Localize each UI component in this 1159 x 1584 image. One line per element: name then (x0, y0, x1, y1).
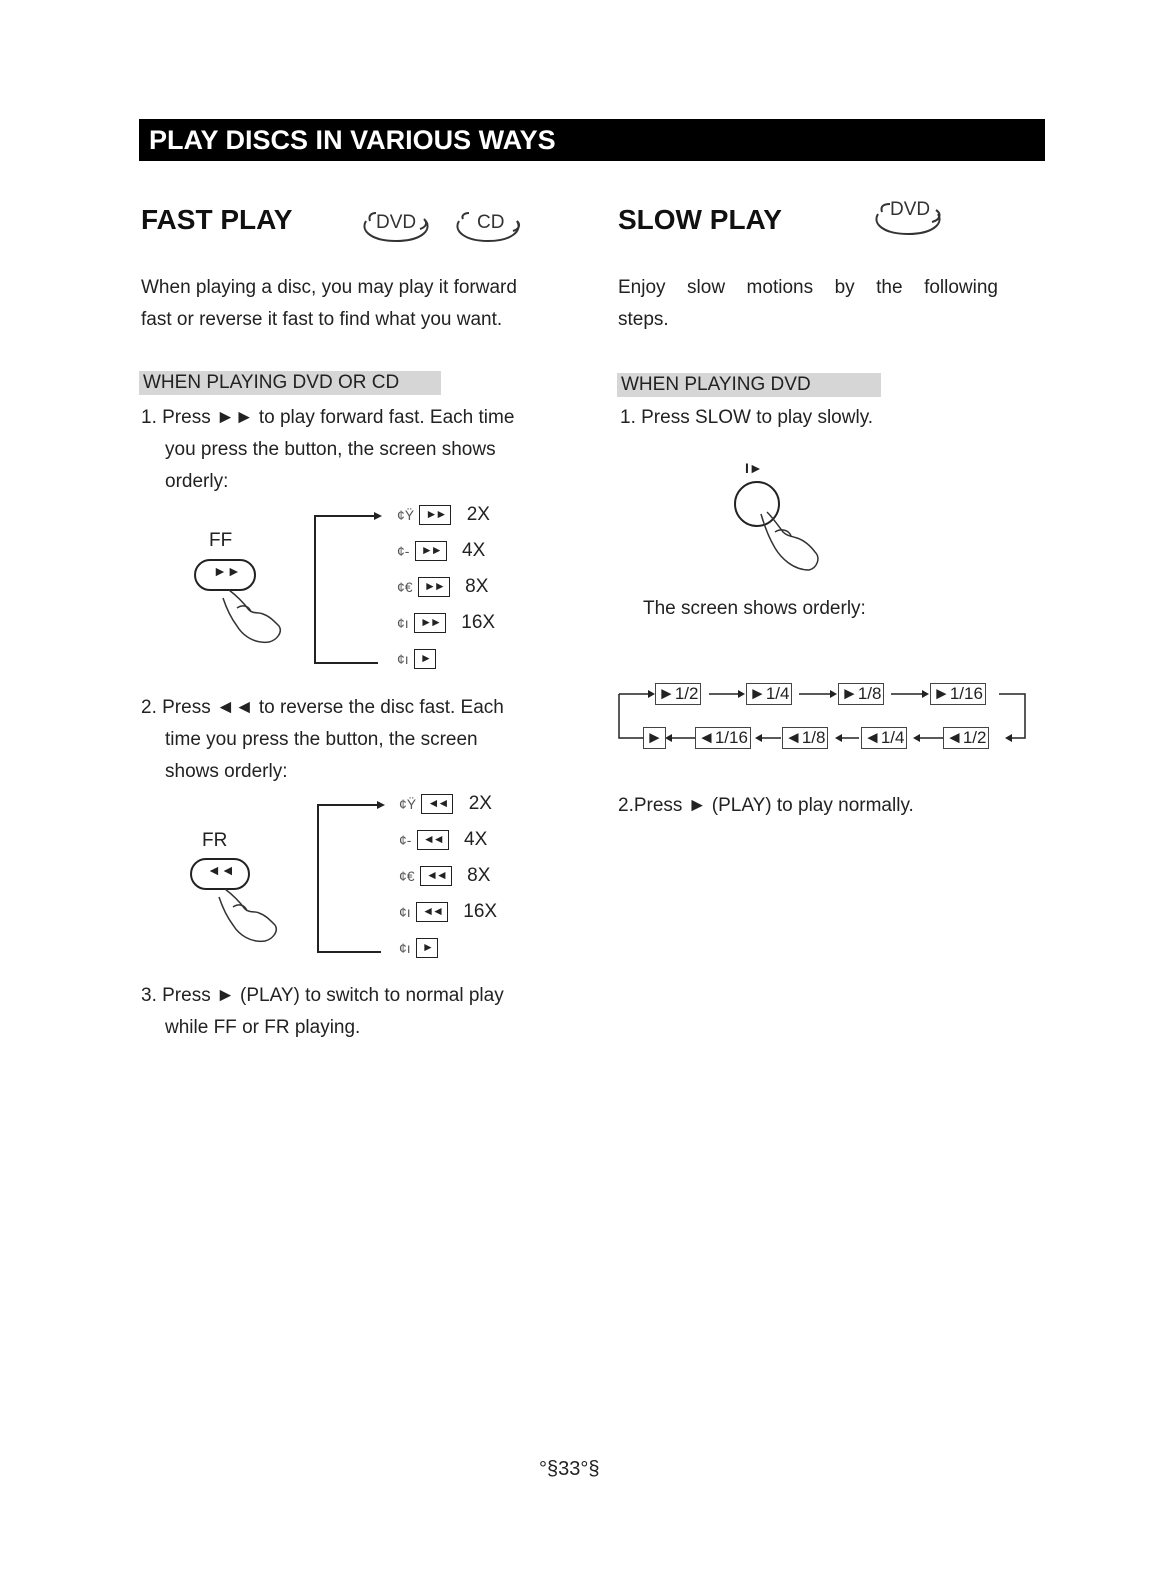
step-line: you press the button, the screen shows (165, 439, 496, 460)
play-icon: ► (416, 938, 438, 958)
step-line: time you press the button, the screen (165, 729, 478, 750)
rewind-icon: ◄◄ (416, 902, 448, 922)
fast-play-step-2 (141, 692, 581, 788)
ff-seq-row: ¢ı ►► 16X (397, 612, 496, 633)
slow-button-illustration (731, 460, 831, 580)
slow-play-intro-2: steps. (618, 309, 669, 330)
fr-seq-row: ¢€ ◄◄ 8X (399, 865, 491, 886)
fast-forward-icon: ►► (414, 613, 446, 633)
intro-line: When playing a disc, you may play it forward (141, 277, 517, 298)
step-line: 1. Press ►► to play forward fast. Each time (141, 407, 515, 428)
slow-play-subhead: WHEN PLAYING DVD (617, 373, 881, 397)
dvd-badge-label: DVD (890, 199, 931, 220)
fr-label: FR (202, 830, 228, 851)
step-line: orderly: (165, 471, 229, 492)
fr-button-illustration (189, 857, 289, 949)
cd-disc-badge (451, 205, 525, 245)
step-line: 2. Press ◄◄ to reverse the disc fast. Each (141, 697, 504, 718)
fast-play-step-3 (141, 980, 581, 1044)
slow-forward-sixteenth: ►1/16 (930, 683, 986, 705)
fr-button-icon: ◄◄ (207, 862, 235, 878)
ff-button-illustration (193, 558, 293, 650)
fast-play-step-1 (141, 402, 581, 498)
ff-seq-row: ¢- ►► 4X (397, 540, 486, 561)
slow-play-step-2: 2.Press ► (PLAY) to play normally. (618, 795, 914, 816)
slow-hand-press-icon (731, 478, 831, 578)
dvd-disc-badge (358, 205, 434, 245)
slow-play-title: SLOW PLAY (618, 204, 782, 235)
slow-forward-half: ►1/2 (655, 683, 701, 705)
ff-seq-row: ¢Ÿ ►► 2X (397, 504, 490, 525)
intro-line: Enjoy slow motions by the following (618, 277, 998, 298)
rewind-icon: ◄◄ (421, 794, 453, 814)
slow-reverse-sixteenth: ◄1/16 (695, 727, 751, 749)
dvd-disc-badge (870, 196, 946, 238)
slow-forward-eighth: ►1/8 (838, 683, 884, 705)
slow-play-intro (618, 272, 998, 304)
fast-forward-icon: ►► (418, 577, 450, 597)
fr-sequence-bracket (315, 797, 385, 957)
fast-forward-icon: ►► (415, 541, 447, 561)
slow-button-icon: I► (745, 460, 763, 476)
fast-play-title: FAST PLAY (141, 204, 293, 235)
ff-button-icon: ►► (213, 563, 241, 579)
step-line: 3. Press ► (PLAY) to switch to normal play (141, 985, 504, 1006)
step-line: while FF or FR playing. (165, 1017, 361, 1038)
ff-seq-row: ¢ı ► (397, 648, 547, 684)
ff-hand-press-icon (193, 558, 293, 650)
slow-forward-quarter: ►1/4 (746, 683, 792, 705)
page-number: °§33°§ (539, 1458, 600, 1480)
ff-sequence-bracket (312, 508, 382, 668)
fast-play-intro (141, 272, 581, 336)
rewind-icon: ◄◄ (420, 866, 452, 886)
fr-hand-press-icon (189, 857, 289, 949)
section-banner: PLAY DISCS IN VARIOUS WAYS (139, 119, 1045, 161)
ff-sequence-list (397, 504, 547, 684)
slow-screen-label: The screen shows orderly: (643, 598, 866, 619)
slow-reverse-half: ◄1/2 (943, 727, 989, 749)
ff-seq-row: ¢€ ►► 8X (397, 576, 489, 597)
ff-label: FF (209, 530, 233, 551)
slow-reverse-quarter: ◄1/4 (861, 727, 907, 749)
intro-line: fast or reverse it fast to find what you want. (141, 309, 503, 330)
dvd-badge-label: DVD (376, 212, 417, 233)
step-line: shows orderly: (165, 761, 288, 782)
fr-seq-row: ¢- ◄◄ 4X (399, 829, 488, 850)
slow-play-normal: ► (643, 727, 666, 749)
fr-seq-row: ¢Ÿ ◄◄ 2X (399, 793, 492, 814)
fast-forward-icon: ►► (419, 505, 451, 525)
slow-reverse-eighth: ◄1/8 (782, 727, 828, 749)
play-icon: ► (414, 649, 436, 669)
fr-sequence-list (399, 793, 549, 973)
fr-seq-row: ¢ı ► (399, 937, 549, 973)
fast-play-subhead: WHEN PLAYING DVD OR CD (139, 371, 441, 395)
cd-badge-label: CD (477, 212, 505, 233)
fr-seq-row: ¢ı ◄◄ 16X (399, 901, 498, 922)
rewind-icon: ◄◄ (417, 830, 449, 850)
slow-play-step-1: 1. Press SLOW to play slowly. (620, 407, 874, 428)
